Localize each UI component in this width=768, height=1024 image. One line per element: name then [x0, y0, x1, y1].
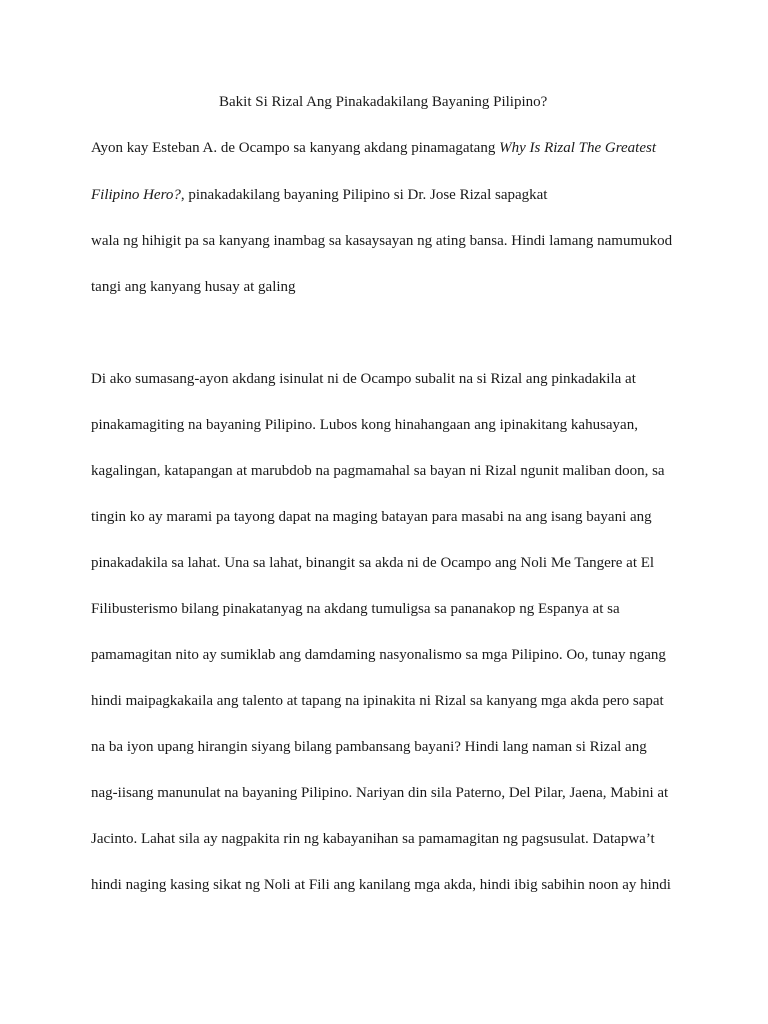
- paragraph-1-line-4: tangi ang kanyang husay at galing: [91, 279, 296, 295]
- paragraph-2-line: na ba iyon upang hirangin siyang bilang pambansang bayani? Hindi lang naman si Rizal ang: [91, 739, 647, 755]
- paragraph-2-line: Jacinto. Lahat sila ay nagpakita rin ng kabayanihan sa pamamagitan ng pagsusulat. Datapwa’t: [91, 831, 655, 847]
- paragraph-2-line: pinakadakila sa lahat. Una sa lahat, binangit sa akda ni de Ocampo ang Noli Me Tangere at El: [91, 555, 655, 571]
- paragraph-2-line: hindi maipagkakaila ang talento at tapang na ipinakita ni Rizal sa kanyang mga akda pero sapat: [91, 693, 664, 709]
- text-run: Ayon kay Esteban A. de Ocampo sa kanyang akdang pinamagatang: [91, 140, 500, 156]
- paragraph-2-line: hindi naging kasing sikat ng Noli at Fili ang kanilang mga akda, hindi ibig sabihin noon ay hindi: [91, 877, 671, 893]
- text-run: , pinakadakilang bayaning Pilipino si Dr. Jose Rizal sapagkat: [180, 187, 548, 203]
- paragraph-1-line-1: [91, 139, 656, 157]
- paragraph-2-line: Filibusterismo bilang pinakatanyag na akdang tumuligsa sa pananakop ng Espanya at sa: [91, 601, 620, 617]
- paragraph-2-line: pamamagitan nito ay sumiklab ang damdaming nasyonalismo sa mga Pilipino. Oo, tunay ngang: [91, 647, 666, 663]
- paragraph-1-line-3: wala ng hihigit pa sa kanyang inambag sa kasaysayan ng ating bansa. Hindi lamang namumukod: [91, 233, 673, 249]
- italic-book-title-part-1: Why Is Rizal The Greatest: [499, 140, 657, 156]
- italic-book-title-part-2: Filipino Hero?: [91, 187, 181, 203]
- paragraph-2-line: nag-iisang manunulat na bayaning Pilipino. Nariyan din sila Paterno, Del Pilar, Jaena, Mabini at: [91, 785, 669, 801]
- document-title: Bakit Si Rizal Ang Pinakadakilang Bayaning Pilipino?: [219, 94, 548, 110]
- paragraph-2-line: tingin ko ay marami pa tayong dapat na maging batayan para masabi na ang isang bayani ang: [91, 509, 652, 525]
- paragraph-2-line: kagalingan, katapangan at marubdob na pagmamahal sa bayan ni Rizal ngunit maliban doon, sa: [91, 463, 665, 479]
- paragraph-1-line-2: [91, 186, 547, 204]
- paragraph-2-line: pinakamagiting na bayaning Pilipino. Lubos kong hinahangaan ang ipinakitang kahusayan,: [91, 417, 638, 433]
- paragraph-2-line: Di ako sumasang-ayon akdang isinulat ni de Ocampo subalit na si Rizal ang pinkadakila at: [91, 371, 636, 387]
